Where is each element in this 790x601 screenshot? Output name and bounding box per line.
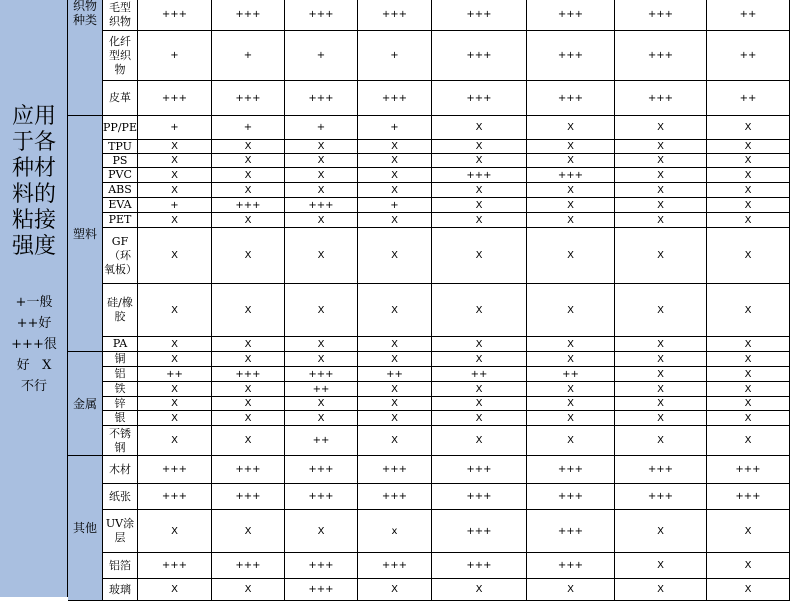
rating-cell: X xyxy=(527,411,615,426)
rating-cell: X xyxy=(358,154,432,168)
rating-cell: + xyxy=(138,198,212,213)
rating-cell: X xyxy=(212,228,285,284)
rating-cell: +++ xyxy=(212,0,285,31)
rating-cell: +++ xyxy=(138,456,212,484)
category-label: 其他 xyxy=(68,456,103,601)
rating-cell: X xyxy=(285,168,358,183)
rating-cell: X xyxy=(527,183,615,198)
rating-cell: X xyxy=(212,183,285,198)
rating-cell: +++ xyxy=(432,484,527,510)
rating-cell: X xyxy=(615,553,707,579)
rating-cell: X xyxy=(358,579,432,601)
legend-line: 不行 xyxy=(20,379,47,394)
row-header: PVC xyxy=(103,168,138,183)
rating-cell: X xyxy=(615,116,707,140)
category-label: 金属 xyxy=(68,352,103,456)
rating-cell: +++ xyxy=(212,456,285,484)
rating-cell: +++ xyxy=(285,456,358,484)
legend-line: +一般 xyxy=(15,295,53,310)
row-header: 皮革 xyxy=(103,81,138,116)
rating-cell: X xyxy=(358,213,432,228)
rating-cell: X xyxy=(138,183,212,198)
rating-cell: X xyxy=(138,382,212,397)
rating-cell: X xyxy=(212,411,285,426)
row-header: 锌 xyxy=(103,397,138,411)
legend-line: ++好 xyxy=(16,316,52,331)
rating-cell: X xyxy=(615,168,707,183)
rating-cell: +++ xyxy=(285,81,358,116)
rating-cell: X xyxy=(358,284,432,337)
rating-cell: X xyxy=(432,382,527,397)
rating-cell: X xyxy=(707,367,790,382)
rating-cell: + xyxy=(285,116,358,140)
rating-cell: X xyxy=(707,183,790,198)
rating-cell: X xyxy=(212,284,285,337)
rating-cell: X xyxy=(615,367,707,382)
rating-cell: X xyxy=(432,154,527,168)
legend-line: 好 X xyxy=(16,358,52,373)
rating-cell: X xyxy=(358,411,432,426)
rating-cell: X xyxy=(358,337,432,352)
rating-cell: +++ xyxy=(285,484,358,510)
rating-cell: ++ xyxy=(707,0,790,31)
rating-cell: +++ xyxy=(432,31,527,81)
rating-cell: X xyxy=(527,382,615,397)
rating-cell: + xyxy=(138,116,212,140)
rating-cell: X xyxy=(527,198,615,213)
rating-cell: X xyxy=(707,116,790,140)
rating-cell: +++ xyxy=(285,198,358,213)
rating-cell: X xyxy=(527,579,615,601)
rating-cell: +++ xyxy=(138,484,212,510)
rating-cell: X xyxy=(285,140,358,154)
rating-cell: X xyxy=(138,140,212,154)
rating-cell: X xyxy=(615,579,707,601)
rating-cell: X xyxy=(707,198,790,213)
row-header: 铁 xyxy=(103,382,138,397)
rating-cell: X xyxy=(615,352,707,367)
rating-cell: X xyxy=(358,228,432,284)
rating-cell: X xyxy=(212,213,285,228)
rating-cell: ++ xyxy=(707,81,790,116)
rating-cell: +++ xyxy=(432,553,527,579)
rating-cell: +++ xyxy=(527,0,615,31)
rating-cell: X xyxy=(358,183,432,198)
row-header: ABS xyxy=(103,183,138,198)
rating-cell: X xyxy=(615,382,707,397)
rating-cell: +++ xyxy=(138,0,212,31)
rating-cell: +++ xyxy=(707,456,790,484)
rating-cell: X xyxy=(615,154,707,168)
rating-cell: X xyxy=(358,168,432,183)
rating-cell: X xyxy=(615,397,707,411)
rating-cell: X xyxy=(707,382,790,397)
rating-cell: X xyxy=(285,510,358,553)
row-header: PP/PE xyxy=(103,116,138,140)
row-header: 硅/橡胶 xyxy=(103,284,138,337)
rating-cell: +++ xyxy=(285,367,358,382)
left-title-panel xyxy=(0,0,68,597)
rating-cell: X xyxy=(615,183,707,198)
rating-cell: +++ xyxy=(527,168,615,183)
rating-cell: X xyxy=(212,352,285,367)
rating-cell: X xyxy=(432,284,527,337)
rating-cell: X xyxy=(707,411,790,426)
rating-cell: +++ xyxy=(358,0,432,31)
rating-cell: + xyxy=(358,31,432,81)
rating-cell: X xyxy=(138,213,212,228)
row-header: PET xyxy=(103,213,138,228)
rating-cell: X xyxy=(707,553,790,579)
rating-cell: +++ xyxy=(212,367,285,382)
rating-cell: ++ xyxy=(707,31,790,81)
rating-cell: X xyxy=(432,116,527,140)
rating-cell: X xyxy=(432,213,527,228)
rating-cell: X xyxy=(432,183,527,198)
rating-cell: X xyxy=(615,198,707,213)
rating-cell: X xyxy=(138,337,212,352)
rating-cell: X xyxy=(138,411,212,426)
rating-cell: +++ xyxy=(615,31,707,81)
rating-cell: X xyxy=(527,116,615,140)
rating-cell: X xyxy=(285,154,358,168)
row-header: UV涂层 xyxy=(103,510,138,553)
rating-cell: X xyxy=(527,228,615,284)
rating-cell: +++ xyxy=(527,484,615,510)
rating-cell: X xyxy=(707,228,790,284)
rating-cell: X xyxy=(707,510,790,553)
rating-cell: X xyxy=(138,228,212,284)
rating-cell: X xyxy=(138,579,212,601)
rating-cell: X xyxy=(212,426,285,456)
rating-cell: X xyxy=(212,510,285,553)
rating-cell: X xyxy=(527,213,615,228)
rating-cell: X xyxy=(285,411,358,426)
rating-cell: X xyxy=(212,168,285,183)
rating-cell: X xyxy=(615,337,707,352)
rating-cell: X xyxy=(358,140,432,154)
rating-cell: X xyxy=(615,411,707,426)
rating-cell: X xyxy=(432,411,527,426)
legend-line: +++很 xyxy=(11,337,57,352)
rating-cell: X xyxy=(138,510,212,553)
rating-cell: X xyxy=(432,228,527,284)
rating-cell: ++ xyxy=(138,367,212,382)
rating-cell: + xyxy=(358,116,432,140)
rating-cell: X xyxy=(432,579,527,601)
rating-cell: x xyxy=(358,510,432,553)
row-header: 银 xyxy=(103,411,138,426)
rating-cell: +++ xyxy=(285,553,358,579)
rating-cell: +++ xyxy=(358,484,432,510)
rating-cell: +++ xyxy=(285,579,358,601)
rating-cell: X xyxy=(432,198,527,213)
row-header: 铜 xyxy=(103,352,138,367)
rating-cell: X xyxy=(527,397,615,411)
rating-cell: X xyxy=(358,397,432,411)
rating-cell: X xyxy=(138,352,212,367)
rating-cell: X xyxy=(615,510,707,553)
rating-cell: X xyxy=(707,213,790,228)
rating-cell: X xyxy=(527,154,615,168)
rating-cell: ++ xyxy=(285,382,358,397)
rating-cell: X xyxy=(432,352,527,367)
rating-cell: X xyxy=(212,140,285,154)
rating-cell: ++ xyxy=(285,426,358,456)
rating-cell: X xyxy=(358,426,432,456)
row-header: 木材 xyxy=(103,456,138,484)
rating-cell: +++ xyxy=(432,0,527,31)
rating-cell: X xyxy=(615,426,707,456)
rating-cell: +++ xyxy=(615,0,707,31)
rating-cell: X xyxy=(707,426,790,456)
rating-cell: X xyxy=(285,183,358,198)
rating-cell: X xyxy=(432,397,527,411)
rating-cell: X xyxy=(527,284,615,337)
rating-cell: X xyxy=(138,397,212,411)
rating-cell: X xyxy=(432,426,527,456)
rating-cell: X xyxy=(527,426,615,456)
rating-cell: + xyxy=(138,31,212,81)
row-header: 不锈钢 xyxy=(103,426,138,456)
category-label: 织物种类 xyxy=(68,0,103,116)
rating-cell: X xyxy=(432,337,527,352)
rating-cell: X xyxy=(212,337,285,352)
rating-cell: X xyxy=(707,154,790,168)
row-header: PA xyxy=(103,337,138,352)
rating-cell: +++ xyxy=(285,0,358,31)
rating-cell: X xyxy=(138,154,212,168)
rating-cell: X xyxy=(285,352,358,367)
rating-cell: X xyxy=(285,284,358,337)
rating-cell: +++ xyxy=(707,484,790,510)
rating-cell: X xyxy=(212,154,285,168)
row-header: GF（环氧板） xyxy=(103,228,138,284)
rating-cell: X xyxy=(138,426,212,456)
rating-cell: +++ xyxy=(615,81,707,116)
table-title: 应用于各种材料的粘接强度 xyxy=(11,104,56,259)
rating-cell: +++ xyxy=(527,553,615,579)
rating-cell: X xyxy=(285,337,358,352)
rating-cell: X xyxy=(212,397,285,411)
rating-cell: +++ xyxy=(615,456,707,484)
rating-cell: + xyxy=(212,31,285,81)
rating-cell: +++ xyxy=(212,484,285,510)
rating-cell: X xyxy=(707,352,790,367)
row-header: 毛型织物 xyxy=(103,0,138,31)
rating-cell: X xyxy=(527,352,615,367)
rating-cell: + xyxy=(285,31,358,81)
rating-cell: X xyxy=(285,213,358,228)
rating-cell: X xyxy=(615,228,707,284)
rating-cell: X xyxy=(707,140,790,154)
rating-cell: X xyxy=(707,337,790,352)
rating-cell: X xyxy=(212,579,285,601)
rating-cell: ++ xyxy=(527,367,615,382)
rating-cell: X xyxy=(358,352,432,367)
rating-cell: +++ xyxy=(212,553,285,579)
rating-cell: +++ xyxy=(138,553,212,579)
rating-cell: +++ xyxy=(358,81,432,116)
rating-cell: +++ xyxy=(615,484,707,510)
rating-cell: +++ xyxy=(358,553,432,579)
rating-cell: +++ xyxy=(527,31,615,81)
rating-cell: +++ xyxy=(138,81,212,116)
row-header: 铝 xyxy=(103,367,138,382)
rating-cell: X xyxy=(358,382,432,397)
row-header: EVA xyxy=(103,198,138,213)
rating-cell: +++ xyxy=(212,198,285,213)
rating-cell: +++ xyxy=(432,168,527,183)
category-label: 塑料 xyxy=(68,116,103,352)
rating-cell: +++ xyxy=(432,510,527,553)
rating-cell: X xyxy=(707,397,790,411)
row-header: 铝箔 xyxy=(103,553,138,579)
rating-cell: ++ xyxy=(358,367,432,382)
rating-cell: +++ xyxy=(527,81,615,116)
rating-cell: +++ xyxy=(212,81,285,116)
row-header: PS xyxy=(103,154,138,168)
rating-cell: X xyxy=(138,168,212,183)
rating-cell: ++ xyxy=(432,367,527,382)
rating-cell: X xyxy=(615,284,707,337)
rating-cell: +++ xyxy=(432,81,527,116)
row-header: 玻璃 xyxy=(103,579,138,601)
rating-cell: X xyxy=(432,140,527,154)
rating-cell: +++ xyxy=(527,456,615,484)
rating-cell: + xyxy=(212,116,285,140)
rating-cell: X xyxy=(527,337,615,352)
rating-cell: +++ xyxy=(358,456,432,484)
row-header: TPU xyxy=(103,140,138,154)
rating-cell: X xyxy=(707,579,790,601)
row-header: 化纤型织物 xyxy=(103,31,138,81)
rating-cell: X xyxy=(527,140,615,154)
rating-cell: X xyxy=(138,284,212,337)
rating-cell: X xyxy=(615,140,707,154)
row-header: 纸张 xyxy=(103,484,138,510)
rating-cell: +++ xyxy=(432,456,527,484)
rating-cell: X xyxy=(285,228,358,284)
rating-cell: X xyxy=(707,284,790,337)
rating-cell: X xyxy=(615,213,707,228)
rating-cell: + xyxy=(358,198,432,213)
rating-cell: X xyxy=(707,168,790,183)
rating-cell: X xyxy=(212,382,285,397)
rating-cell: +++ xyxy=(527,510,615,553)
rating-cell: X xyxy=(285,397,358,411)
